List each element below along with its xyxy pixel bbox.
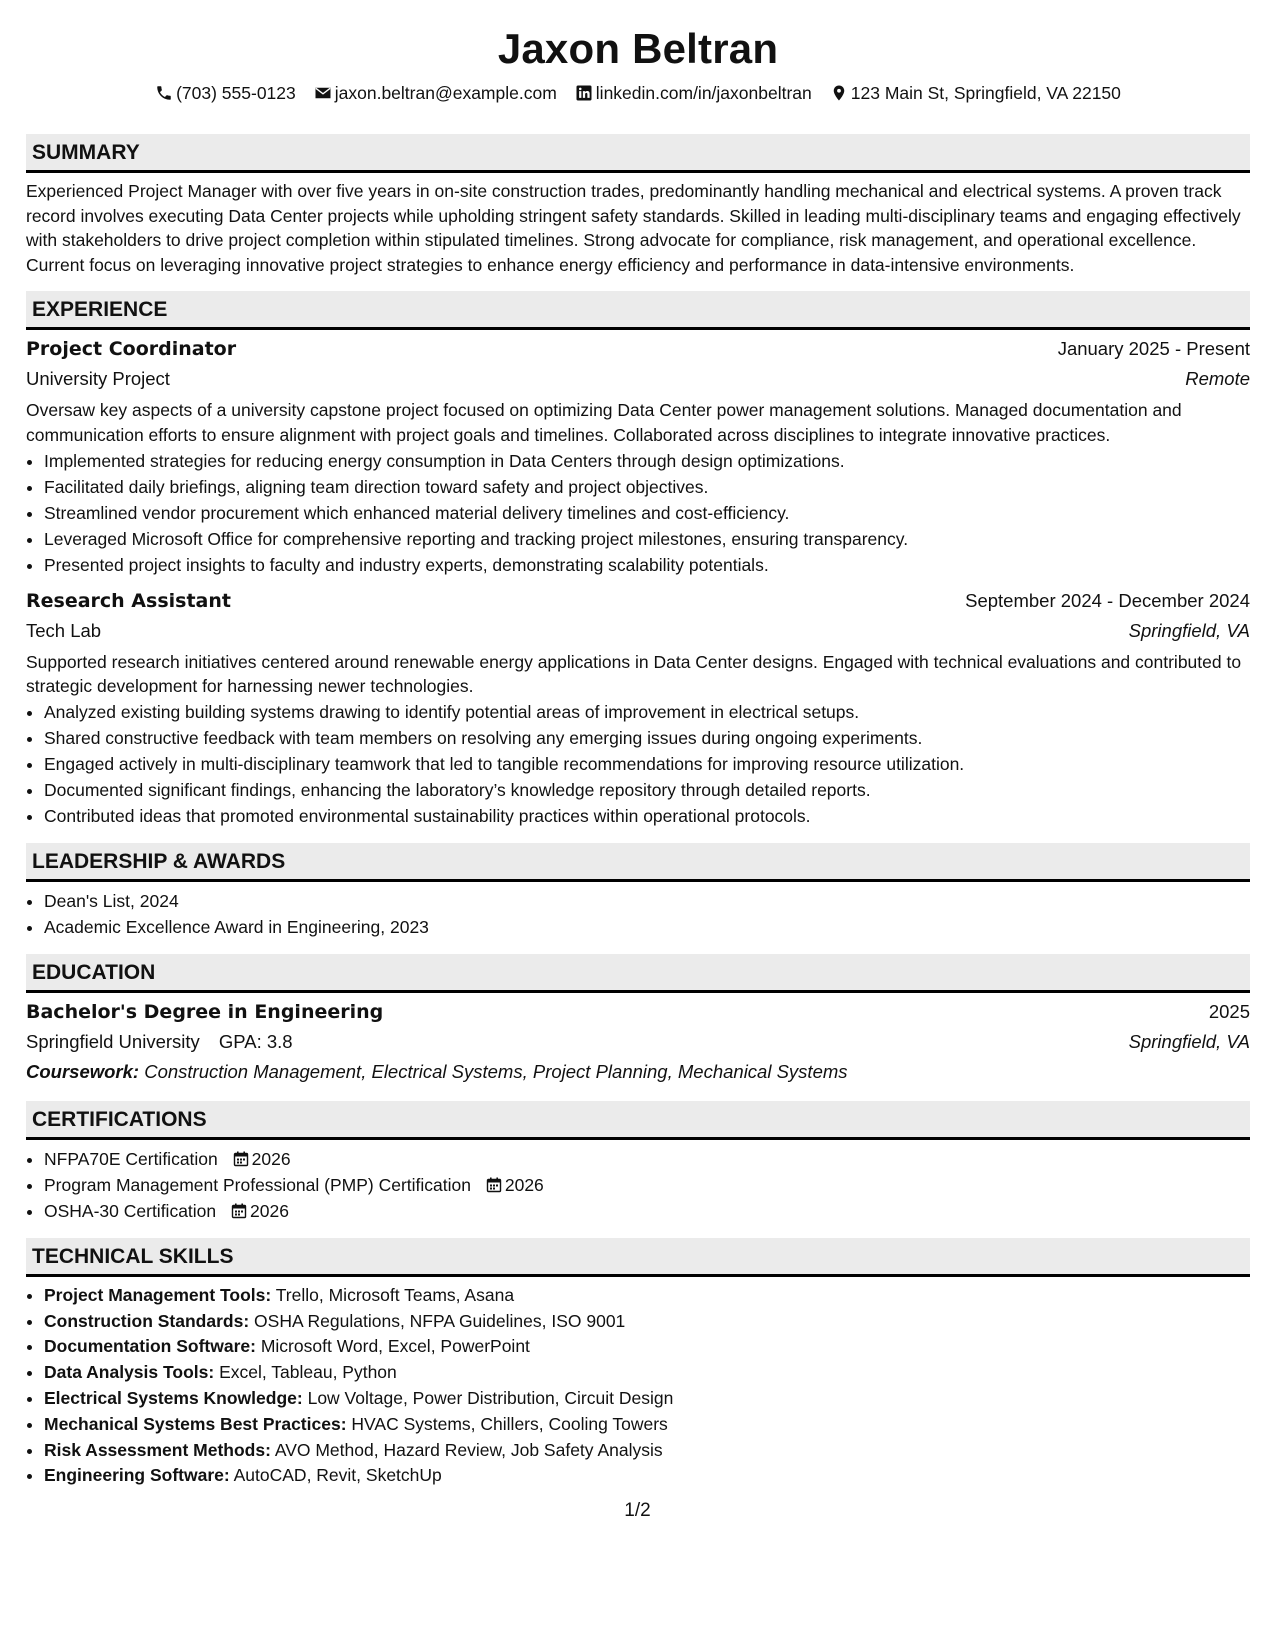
job-bullet: • Implemented strategies for reducing energy consumption in Data Centers through design optimizations.: [44, 448, 1250, 474]
job-date: January 2025 - Present: [1057, 338, 1250, 360]
skill-item: [44, 1412, 1250, 1438]
coursework-label: Coursework:: [26, 1060, 140, 1082]
school-location: Springfield, VA: [1128, 1030, 1250, 1052]
award-item: • Academic Excellence Award in Engineering, 2023: [44, 914, 1250, 940]
certification-item: [44, 1172, 1250, 1198]
contact-phone[interactable]: [155, 82, 296, 104]
job-description: Oversaw key aspects of a university capstone project focused on optimizing Data Center power management solutions. Managed documentation and communication efforts to ensure alignment with project goals and timelines. Collaborated across disciplines to integrate innovative practices.: [26, 400, 1182, 445]
job-description: Supported research initiatives centered around renewable energy applications in Data Center designs. Engaged with technical evaluations and contributed to strategic development for harnessing newer technologies.: [26, 651, 1242, 697]
job-bullet: • Facilitated daily briefings, aligning team direction toward safety and project objectives.: [44, 474, 1250, 500]
contact-bar: [26, 82, 1250, 104]
section-header-summary: SUMMARY: [26, 134, 1250, 173]
skill-item: [44, 1386, 1250, 1412]
coursework-list: Construction Management, Electrical Systems, Project Planning, Mechanical Systems: [144, 1060, 848, 1082]
certification-year: 2026: [504, 1174, 544, 1195]
skill-item: [44, 1283, 1250, 1309]
job-location: Springfield, VA: [1128, 619, 1250, 641]
skill-value: Trello, Microsoft Teams, Asana: [275, 1284, 515, 1305]
job-bullet: • Streamlined vendor procurement which enhanced material delivery timelines and cost-efficiency.: [44, 500, 1250, 526]
linkedin-text: linkedin.com/in/jaxonbeltran: [595, 83, 812, 103]
skill-item: [44, 1438, 1250, 1464]
calendar-icon: [231, 1203, 247, 1219]
skill-label: Risk Assessment Methods:: [44, 1439, 271, 1460]
skill-value: AVO Method, Hazard Review, Job Safety Analysis: [274, 1439, 663, 1460]
skill-value: AutoCAD, Revit, SketchUp: [233, 1465, 442, 1486]
job-organization: University Project: [26, 368, 170, 390]
certification-item: [44, 1146, 1250, 1172]
education-entry: [26, 997, 1250, 1087]
job-bullet: • Engaged actively in multi-disciplinary teamwork that led to tangible recommendations for improving resource utilization.: [44, 751, 1250, 777]
contact-email[interactable]: [314, 82, 557, 104]
skill-item: [44, 1309, 1250, 1335]
skill-item: [44, 1334, 1250, 1360]
skill-label: Mechanical Systems Best Practices:: [44, 1413, 347, 1434]
skill-value: Excel, Tableau, Python: [219, 1362, 397, 1383]
certification-year: 2026: [251, 1148, 291, 1169]
skill-label: Electrical Systems Knowledge:: [44, 1387, 303, 1408]
experience-entry: [26, 586, 1250, 829]
job-bullet: • Contributed ideas that promoted environmental sustainability practices within operational protocols.: [44, 803, 1250, 829]
page-number: 1/2: [624, 1500, 651, 1521]
phone-icon: [155, 84, 173, 102]
gpa-text: GPA: 3.8: [218, 1030, 293, 1052]
skill-label: Engineering Software:: [44, 1465, 230, 1486]
skill-item: [44, 1360, 1250, 1386]
job-organization: Tech Lab: [26, 619, 102, 641]
skill-value: Low Voltage, Power Distribution, Circuit Design: [307, 1387, 674, 1408]
section-header-leadership: LEADERSHIP & AWARDS: [26, 843, 1250, 882]
certification-name: Program Management Professional (PMP) Certification: [44, 1174, 471, 1195]
address-text: 123 Main St, Springfield, VA 22150: [850, 83, 1121, 103]
job-title: Project Coordinator: [26, 338, 237, 361]
job-bullet: • Presented project insights to faculty and industry experts, demonstrating scalability potentials.: [44, 552, 1250, 578]
certification-name: NFPA70E Certification: [44, 1148, 218, 1169]
degree-title: Bachelor's Degree in Engineering: [26, 1000, 384, 1023]
job-date: September 2024 - December 2024: [965, 589, 1250, 611]
resume-page: [26, 0, 1250, 1489]
skill-label: Construction Standards:: [44, 1310, 250, 1331]
job-bullet: • Analyzed existing building systems drawing to identify potential areas of improvement in electrical setups.: [44, 699, 1250, 725]
section-header-education: EDUCATION: [26, 954, 1250, 993]
phone-text: (703) 555-0123: [176, 83, 296, 103]
candidate-name: Jaxon Beltran: [497, 25, 779, 72]
skill-label: Data Analysis Tools:: [44, 1362, 215, 1383]
job-bullet: • Shared constructive feedback with team members on resolving any emerging issues during ongoing experiments.: [44, 725, 1250, 751]
map-marker-icon: [830, 84, 848, 102]
envelope-icon: [314, 84, 332, 102]
skill-item: [44, 1463, 1250, 1489]
section-header-skills: TECHNICAL SKILLS: [26, 1238, 1250, 1277]
contact-address: [830, 82, 1121, 104]
calendar-icon: [233, 1151, 249, 1167]
school-name: Springfield University: [26, 1030, 200, 1052]
experience-entry: [26, 334, 1250, 577]
summary-text: Experienced Project Manager with over five years in on-site construction trades, predominantly handling mechanical and electrical systems. A proven track record involves executing Data Center projects while upholding stringent safety standards. Skilled in leading multi-disciplinary teams and engaging effectively with stakeholders to drive project completion within stipulated timelines. Strong advocate for compliance, risk management, and operational excellence. Current focus on leveraging innovative project strategies to enhance energy efficiency and performance in data-intensive environments.: [26, 181, 1241, 275]
skill-label: Project Management Tools:: [44, 1284, 272, 1305]
certification-item: [44, 1198, 1250, 1224]
job-location: Remote: [1185, 368, 1250, 390]
linkedin-icon: [575, 84, 593, 102]
graduation-year: 2025: [1208, 1000, 1250, 1022]
contact-linkedin[interactable]: [575, 82, 812, 104]
job-bullet: • Documented significant findings, enhancing the laboratory’s knowledge repository through detailed reports.: [44, 777, 1250, 803]
skill-value: Microsoft Word, Excel, PowerPoint: [260, 1336, 530, 1357]
email-text: jaxon.beltran@example.com: [334, 83, 557, 103]
certification-name: OSHA-30 Certification: [44, 1200, 217, 1221]
skill-label: Documentation Software:: [44, 1336, 256, 1357]
job-title: Research Assistant: [26, 589, 231, 612]
skill-value: HVAC Systems, Chillers, Cooling Towers: [351, 1413, 668, 1434]
certification-year: 2026: [250, 1200, 289, 1221]
skill-value: OSHA Regulations, NFPA Guidelines, ISO 9001: [254, 1310, 626, 1331]
calendar-icon: [486, 1177, 502, 1193]
coursework-line: [26, 1057, 1250, 1087]
award-item: • Dean's List, 2024: [44, 888, 1250, 914]
section-header-experience: EXPERIENCE: [26, 291, 1250, 330]
section-header-certifications: CERTIFICATIONS: [26, 1101, 1250, 1140]
job-bullet: • Leveraged Microsoft Office for comprehensive reporting and tracking project milestones, ensuring transparency.: [44, 526, 1250, 552]
